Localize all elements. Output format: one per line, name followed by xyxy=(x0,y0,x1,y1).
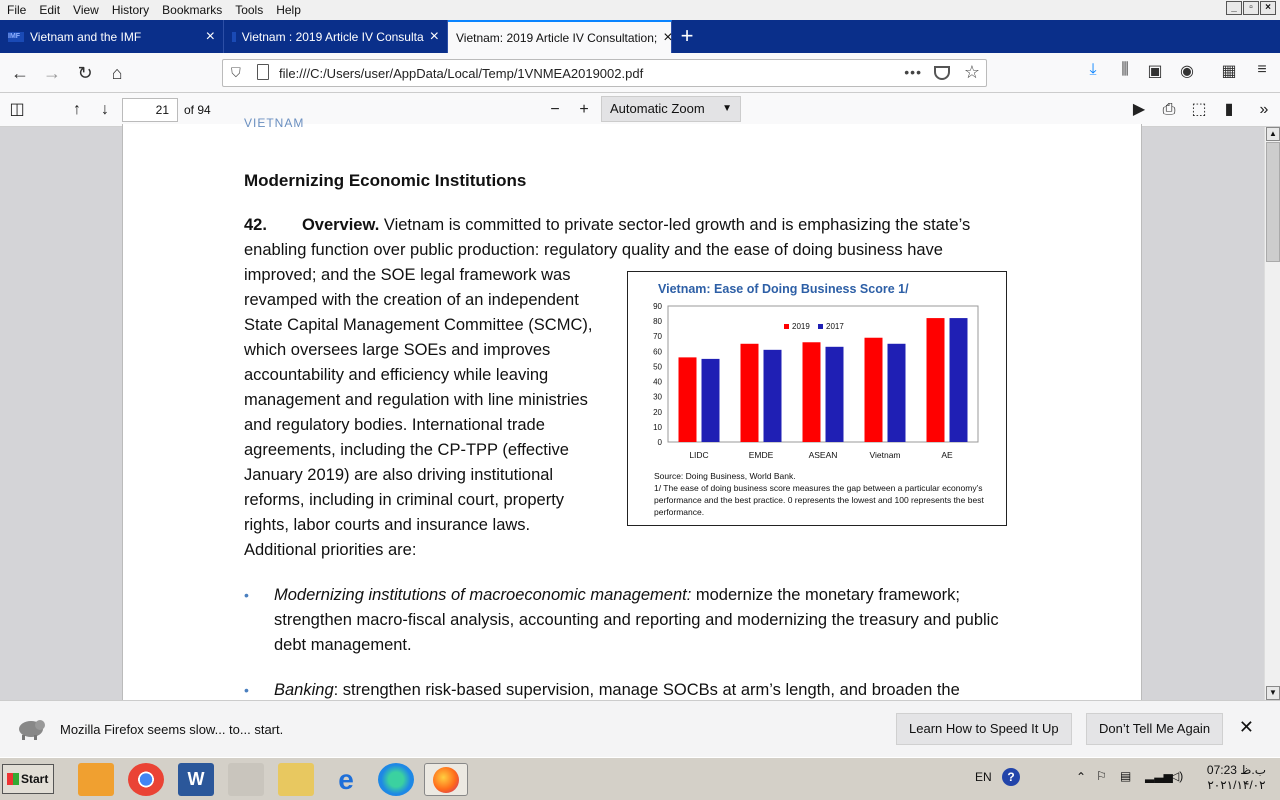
section-heading: Modernizing Economic Institutions xyxy=(244,171,527,190)
bar-2019 xyxy=(803,342,821,442)
network-icon[interactable]: ▤ xyxy=(1120,769,1132,783)
bar-2019 xyxy=(741,344,759,442)
bullet-dot: • xyxy=(244,587,249,603)
bullet-text: modernize the monetary framework; strengthen macro-fiscal analysis, accounting and reporting and modernizing the treasury and public debt management. xyxy=(274,586,999,654)
vertical-scrollbar[interactable] xyxy=(1264,127,1280,700)
dont-tell-button[interactable]: Don’t Tell Me Again xyxy=(1086,713,1223,745)
bar-chart xyxy=(628,294,1004,494)
signal-icon[interactable]: ▂▃▅ xyxy=(1145,769,1173,783)
y-tick-label: 10 xyxy=(653,422,662,432)
imf-favicon-icon xyxy=(232,32,236,42)
y-tick-label: 0 xyxy=(657,438,662,447)
wrap-line: revamped with the creation of an independent xyxy=(244,291,579,309)
x-tick-label: ASEAN xyxy=(808,450,838,460)
flag-icon[interactable]: ⚐ xyxy=(1096,769,1107,783)
wrap-line: State Capital Management Committee (SCMC), xyxy=(244,316,593,334)
chrome-icon[interactable] xyxy=(128,763,164,796)
y-tick-label: 20 xyxy=(653,407,662,417)
wrap-line: accountability and efficiency while leaving xyxy=(244,366,549,384)
y-tick-label: 80 xyxy=(653,317,662,327)
bar-2017 xyxy=(764,350,782,442)
tools-menu-icon[interactable]: » xyxy=(1259,101,1269,118)
y-tick-label: 40 xyxy=(653,377,662,387)
menu-history[interactable]: History xyxy=(111,3,150,17)
legend-swatch xyxy=(818,324,823,329)
tab-article-iv-1[interactable] xyxy=(224,20,448,53)
para-number: 42. xyxy=(244,216,267,234)
url-bar[interactable] xyxy=(222,59,987,87)
menu-view[interactable]: View xyxy=(73,3,99,17)
previous-page-icon[interactable]: ↑ xyxy=(73,101,81,118)
page-icon xyxy=(257,64,269,80)
y-tick-label: 60 xyxy=(653,347,662,357)
x-tick-label: Vietnam xyxy=(869,450,901,460)
restore-button[interactable]: ▫ xyxy=(1243,1,1259,15)
bar-2017 xyxy=(702,359,720,442)
page-actions-icon[interactable]: ••• xyxy=(904,64,922,80)
menu-edit[interactable]: Edit xyxy=(39,3,61,17)
scroll-thumb[interactable] xyxy=(1266,142,1280,262)
firefox-icon xyxy=(433,767,459,793)
file-explorer-icon[interactable] xyxy=(278,763,314,796)
page-count: of 94 xyxy=(184,103,211,117)
bar-2019 xyxy=(865,338,883,442)
figure-box xyxy=(627,271,1007,526)
internet-explorer-icon[interactable]: e xyxy=(338,764,354,795)
y-tick-label: 70 xyxy=(653,332,662,342)
para-lead: Vietnam is committed to private sector-led growth and is emphasizing the state’s enabling function over public production: regulatory quality and the ease of doing business have xyxy=(244,216,971,259)
bullet-title: Banking xyxy=(274,681,334,699)
zoom-value: Automatic Zoom xyxy=(610,101,705,116)
presentation-mode-icon[interactable]: ▶ xyxy=(1132,101,1146,118)
bullet-macro xyxy=(244,583,1014,658)
hamburger-menu-icon[interactable]: ≡ xyxy=(1257,61,1267,78)
window-controls xyxy=(1226,1,1276,15)
edge-icon[interactable] xyxy=(378,763,414,796)
snipping-tool-icon[interactable] xyxy=(228,763,264,796)
clock-date: ۲۰۲۱/۱۴/۰۲ xyxy=(1207,778,1266,792)
sidebar-icon[interactable]: ▣ xyxy=(1147,63,1163,80)
language-indicator[interactable]: EN xyxy=(975,770,992,784)
scroll-up-button[interactable]: ▲ xyxy=(1266,127,1280,141)
bullet-text: : strengthen risk-based supervision, manage SOCBs at arm’s length, and broaden the xyxy=(333,681,960,699)
bookmark-icon[interactable]: ▮ xyxy=(1224,101,1234,118)
legend-label: 2017 xyxy=(826,322,844,331)
tab-title: Vietnam and the IMF xyxy=(30,29,142,44)
bullet-title: Modernizing institutions of macroeconomic management: xyxy=(274,586,692,604)
home-button[interactable]: ⌂ xyxy=(111,63,123,83)
wrap-line: Additional priorities are: xyxy=(244,541,417,559)
help-icon[interactable]: ? xyxy=(1002,768,1020,786)
wrap-line: January 2019) are also driving institutional xyxy=(244,466,554,484)
zoom-select[interactable] xyxy=(601,96,741,122)
bar-2017 xyxy=(888,344,906,442)
wrap-line: agreements, including the CP-TPP (effective xyxy=(244,441,569,459)
library-icon[interactable]: ⫼ xyxy=(1121,61,1129,78)
next-page-icon[interactable]: ↓ xyxy=(101,101,109,118)
scroll-down-button[interactable]: ▼ xyxy=(1266,686,1280,700)
start-button[interactable] xyxy=(2,764,54,794)
menu-tools[interactable]: Tools xyxy=(235,3,264,17)
page-number-input[interactable]: 21 xyxy=(122,98,178,122)
y-tick-label: 50 xyxy=(653,362,662,372)
wrap-line: rights, labor courts and insurance laws. xyxy=(244,516,531,534)
navigation-bar xyxy=(0,53,1280,93)
wrap-line: and regulatory bodies. International trade xyxy=(244,416,545,434)
paragraph-42 xyxy=(244,213,1024,263)
clock[interactable] xyxy=(1207,763,1266,793)
pdf-page xyxy=(122,116,1142,724)
back-button[interactable]: ← xyxy=(11,63,29,83)
bar-2017 xyxy=(950,318,968,442)
pocket-icon[interactable] xyxy=(934,66,950,80)
tab-article-iv-active[interactable] xyxy=(448,20,672,53)
print-icon[interactable]: ⎙ xyxy=(1162,101,1176,118)
tab-close-icon[interactable]: × xyxy=(205,27,215,45)
y-tick-label: 30 xyxy=(653,392,662,402)
volume-icon[interactable]: ◁) xyxy=(1170,769,1184,783)
chevron-down-icon: ▼ xyxy=(722,103,732,114)
forward-button[interactable]: → xyxy=(43,63,61,83)
clock-time: 07:23 ب.ظ xyxy=(1206,763,1266,777)
close-icon[interactable]: ✕ xyxy=(1238,717,1254,737)
legend-label: 2019 xyxy=(792,322,810,331)
learn-speed-button[interactable]: Learn How to Speed It Up xyxy=(896,713,1072,745)
account-icon[interactable]: ◉ xyxy=(1180,63,1194,80)
menu-help[interactable]: Help xyxy=(276,3,301,17)
windows-logo-icon xyxy=(7,773,19,785)
save-icon[interactable]: ⬚ xyxy=(1191,101,1207,118)
tab-strip xyxy=(0,20,1280,53)
x-tick-label: AE xyxy=(941,450,953,460)
x-tick-label: EMDE xyxy=(748,450,774,460)
pdf-toolbar xyxy=(0,93,1280,127)
tab-vietnam-imf[interactable] xyxy=(0,20,224,53)
zoom-out-icon[interactable]: − xyxy=(550,101,560,118)
menu-bookmarks[interactable]: Bookmarks xyxy=(162,3,223,17)
figure-source: Source: Doing Business, World Bank. xyxy=(654,471,796,481)
extensions-icon[interactable]: ▦ xyxy=(1221,63,1237,80)
figure-note: 1/ The ease of doing business score measures the gap between a particular economy’s performance and the best practice. 0 represents the lowest and 100 represents the best performance. xyxy=(654,483,984,517)
wrap-line: management and regulation with line ministries xyxy=(244,391,588,409)
menu-file[interactable]: File xyxy=(7,3,27,17)
tab-title: Vietnam: 2019 Article IV Consultation; xyxy=(456,30,658,45)
word-icon[interactable]: W xyxy=(178,763,214,796)
zoom-in-icon[interactable]: + xyxy=(579,101,589,118)
sloth-icon xyxy=(16,715,46,741)
chart-title: Vietnam: Ease of Doing Business Score 1/ xyxy=(658,282,909,296)
notification-bar xyxy=(0,700,1280,757)
downloads-icon[interactable]: ⤓ xyxy=(1089,61,1097,78)
imf-favicon-icon: IMF xyxy=(8,32,24,42)
bar-2017 xyxy=(826,347,844,442)
reload-button[interactable]: ↻ xyxy=(77,63,93,83)
bookmark-star-icon[interactable]: ☆ xyxy=(963,62,980,82)
media-player-icon[interactable] xyxy=(78,763,114,796)
wrap-line: improved; and the SOE legal framework was xyxy=(244,266,571,284)
url-text[interactable]: file:///C:/Users/user/AppData/Local/Temp/1VNMEA2019002.pdf xyxy=(279,65,644,81)
taskbar xyxy=(0,757,1280,800)
y-tick-label: 90 xyxy=(653,302,662,311)
firefox-taskbar-button[interactable] xyxy=(424,763,468,796)
bar-2019 xyxy=(679,357,697,442)
menu-bar xyxy=(0,0,1280,20)
paragraph-wrap xyxy=(244,263,624,563)
tab-title: Vietnam : 2019 Article IV Consulta xyxy=(241,29,424,44)
close-window-button[interactable]: × xyxy=(1260,1,1276,15)
minimize-button[interactable]: _ xyxy=(1226,1,1242,15)
new-tab-button[interactable]: + xyxy=(680,23,694,48)
bar-2019 xyxy=(927,318,945,442)
bullet-dot: • xyxy=(244,682,249,698)
tab-close-icon[interactable]: × xyxy=(663,28,673,46)
shield-icon[interactable]: ⛉ xyxy=(231,65,241,80)
para-title: Overview. xyxy=(301,216,380,234)
tray-expand-icon[interactable]: ⌃ xyxy=(1076,770,1087,784)
notification-message: Mozilla Firefox seems slow... to... start. xyxy=(60,722,284,737)
legend-swatch xyxy=(784,324,789,329)
tab-close-icon[interactable]: × xyxy=(429,27,439,45)
toggle-sidebar-icon[interactable]: ◫ xyxy=(9,101,25,118)
pdf-viewer[interactable] xyxy=(0,116,1264,700)
running-head: VIETNAM xyxy=(244,116,305,130)
wrap-line: reforms, including in criminal court, property xyxy=(244,491,565,509)
figure-notes xyxy=(654,470,994,518)
wrap-line: which oversees large SOEs and improves xyxy=(244,341,551,359)
x-tick-label: LIDC xyxy=(689,450,709,460)
start-label: Start xyxy=(21,772,49,786)
